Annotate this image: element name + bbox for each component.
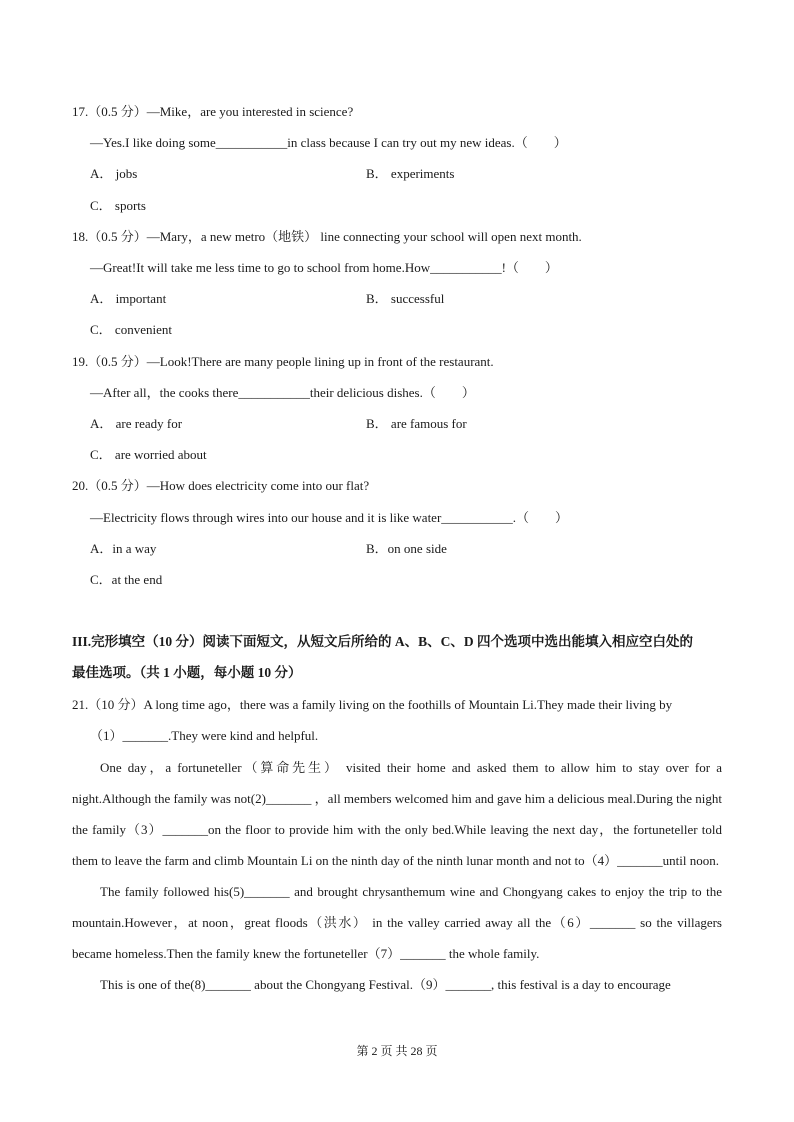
question-20-line: —Electricity flows through wires into our house and it is like water___________.（ ） [90,510,569,525]
page-footer: 第 2 页 共 28 页 [356,1044,438,1058]
question-20-option-b: B．on one side [366,541,447,556]
question-17-stem: 17.（0.5 分）—Mike，are you interested in science? [72,104,354,119]
question-17-line: —Yes.I like doing some___________in class because I can try out my new ideas.（ ） [90,135,567,150]
question-21-stem: 21.（10 分）A long time ago，there was a family living on the foothills of Mountain Li.They made their living by [72,697,673,712]
passage-paragraph: This is one of the(8)_______ about the Chongyang Festival.（9）_______, this festival is a day to encourage [100,977,671,992]
question-20-stem: 20.（0.5 分）—How does electricity come into our flat? [72,478,370,493]
question-21-blank-1: （1）_______.They were kind and helpful. [90,728,319,743]
question-17-option-c: C． sports [90,198,146,213]
passage-paragraph: The family followed his(5)_______ and brought chrysanthemum wine and Chongyang cakes to enjoy the trip to the mountain.However，at noon，great floods（洪水） in the valley carried away all the（6）_______ so the villagers became homeless.Then the family knew the fortuneteller（7）_______ the whole family. [72,884,722,961]
question-20-option-a: A．in a way [90,541,157,556]
question-19-option-a: A． are ready for [90,416,183,431]
question-20-option-c: C．at the end [90,572,163,587]
question-18-option-b: B． successful [366,291,445,306]
question-18-option-a: A． important [90,291,167,306]
question-19-option-b: B． are famous for [366,416,467,431]
passage-body [72,752,722,1000]
question-18-line: —Great!It will take me less time to go to school from home.How___________!（ ） [90,260,558,275]
passage-paragraph: One day，a fortuneteller（算命先生） visited their home and asked them to allow him to stay over for a night.Although the family was not(2)_______ ，all members welcomed him and gave him a delicious meal.During the night the family（3）_______on the floor to provide him with the only bed.While leaving the next day，the fortuneteller told them to leave the farm and climb Mountain Li on the ninth day of the ninth lunar month and not to（4）_______until noon. [72,760,722,868]
question-17-option-b: B． experiments [366,166,455,181]
question-18-option-c: C． convenient [90,322,172,337]
question-18-stem: 18.（0.5 分）—Mary，a new metro（地铁） line connecting your school will open next month. [72,229,582,244]
section-heading: III.完形填空（10 分）阅读下面短文，从短文后所给的 A、B、C、D 四个选项中选出能填入相应空白处的 [72,634,694,649]
question-19-stem: 19.（0.5 分）—Look!There are many people lining up in front of the restaurant. [72,354,494,369]
question-19-option-c: C． are worried about [90,447,207,462]
question-19-line: —After all，the cooks there___________their delicious dishes.（ ） [90,385,475,400]
section-heading-cont: 最佳选项。（共 1 小题，每小题 10 分） [72,665,302,680]
question-17-option-a: A． jobs [90,166,138,181]
